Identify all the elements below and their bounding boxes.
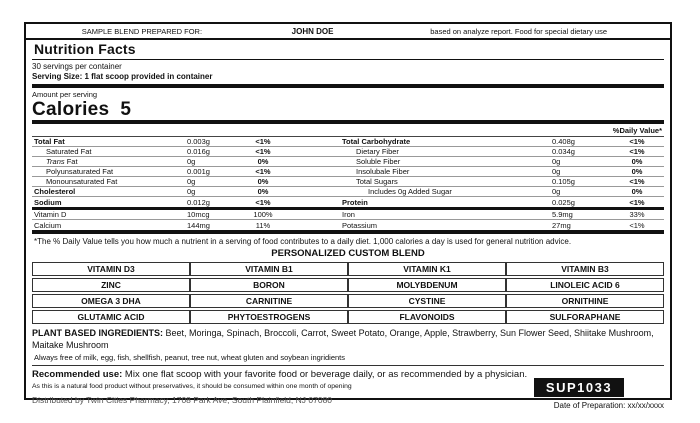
panel-title: Nutrition Facts <box>32 40 664 60</box>
bottom-right <box>494 380 664 410</box>
recommended-use-label: Recommended use: <box>32 369 123 380</box>
blend-row <box>32 310 664 324</box>
person-name: JOHN DOE <box>291 26 334 36</box>
nutrient-name: Includes 0g Added Sugar <box>368 187 452 196</box>
nutrient-pct: <1% <box>255 167 271 176</box>
blend-row <box>32 294 664 308</box>
nutrient-amount: 0.001g <box>187 167 210 176</box>
custom-blend-table <box>32 260 664 326</box>
blend-cell: PHYTOESTROGENS <box>190 310 348 324</box>
recommended-use-text: Mix one flat scoop with your favorite food or beverage daily, or as recommended by a physician. <box>122 369 528 380</box>
nutrient-pct: <1% <box>629 147 645 156</box>
blend-cell: BORON <box>190 278 348 292</box>
nutrient-amount: 0.025g <box>552 197 575 207</box>
nutrient-pct: 33% <box>629 210 645 219</box>
nutrition-label <box>24 22 672 410</box>
nutrient-amount: 0g <box>187 177 196 186</box>
nutrient-row <box>32 197 664 207</box>
nutrient-pct: 0% <box>257 157 269 166</box>
nutrient-pct: 0% <box>257 177 269 186</box>
nutrient-amount: 0.105g <box>552 177 575 186</box>
blend-cell: VITAMIN B1 <box>190 262 348 276</box>
nutrient-name: Saturated Fat <box>46 147 92 156</box>
blend-cell: VITAMIN K1 <box>348 262 506 276</box>
custom-blend-title: PERSONALIZED CUSTOM BLEND <box>271 248 425 259</box>
nutrient-amount: 0g <box>552 187 561 196</box>
calories-label: Calories <box>32 99 110 120</box>
prepared-for-strip <box>26 24 670 40</box>
blend-cell: OMEGA 3 DHA <box>32 294 190 308</box>
nutrient-name: Cholesterol <box>34 187 76 196</box>
nutrient-pct: <1% <box>629 137 645 146</box>
nutrient-name: Total Carbohydrate <box>342 137 411 146</box>
nutrient-row <box>32 177 664 187</box>
nutrient-pct: <1% <box>255 197 271 207</box>
nutrient-name: Dietary Fiber <box>356 147 399 156</box>
nutrient-row <box>32 157 664 167</box>
vitamin-row <box>32 210 664 220</box>
amount-per-serving-label: Amount per serving <box>32 90 98 99</box>
nutrient-name: Sodium <box>34 197 62 207</box>
nutrient-row <box>32 187 664 197</box>
nutrient-pct: 100% <box>253 210 273 219</box>
serving-size: Serving Size: 1 flat scoop provided in container <box>32 72 213 81</box>
blend-cell: MOLYBDENUM <box>348 278 506 292</box>
nutrient-amount: 5.9mg <box>552 210 573 219</box>
nutrient-pct: 0% <box>631 167 643 176</box>
nutrient-pct: <1% <box>255 147 271 156</box>
bottom-section <box>32 380 664 410</box>
blend-cell: CARNITINE <box>190 294 348 308</box>
nutrient-amount: 0.034g <box>552 147 575 156</box>
nutrient-row <box>32 167 664 177</box>
blend-cell: VITAMIN D3 <box>32 262 190 276</box>
nutrient-amount: 0.003g <box>187 137 210 146</box>
blend-cell: SULFORAPHANE <box>506 310 664 324</box>
nutrient-name: Polyunsaturated Fat <box>46 167 114 176</box>
calories-value: 5 <box>120 99 132 120</box>
nutrient-name: Soluble Fiber <box>356 157 401 166</box>
daily-value-header: %Daily Value* <box>32 124 664 137</box>
bottom-left <box>32 380 494 410</box>
blend-cell: LINOLEIC ACID 6 <box>506 278 664 292</box>
ingredients-paragraph <box>32 326 664 351</box>
preservative-note: As this is a natural food product without preservatives, it should be consumed within one month of opening <box>32 383 352 390</box>
ingredients-label: PLANT BASED INGREDIENTS: <box>32 328 164 338</box>
blend-cell: ZINC <box>32 278 190 292</box>
blend-cell: FLAVONOIDS <box>348 310 506 324</box>
blend-cell: CYSTINE <box>348 294 506 308</box>
nutrient-amount: 0g <box>552 167 561 176</box>
nutrient-name <box>32 157 187 166</box>
nutrient-name: Total Sugars <box>356 177 398 186</box>
nutrient-pct: 0% <box>257 187 269 196</box>
nutrient-amount: 0g <box>187 187 196 196</box>
nutrient-pct: <1% <box>629 177 645 186</box>
calories-line <box>32 99 664 120</box>
nutrient-name: Vitamin D <box>34 210 67 219</box>
nutrient-pct: 11% <box>255 220 271 230</box>
nutrient-name: Potassium <box>342 220 378 230</box>
blend-cell: GLUTAMIC ACID <box>32 310 190 324</box>
vitamin-row <box>32 220 664 230</box>
nutrient-pct: 0% <box>631 187 643 196</box>
nutrient-name-rest: Fat <box>64 157 78 166</box>
prepared-for-label: SAMPLE BLEND PREPARED FOR: <box>81 26 203 36</box>
nutrient-name: Calcium <box>34 220 62 230</box>
blend-cell: VITAMIN B3 <box>506 262 664 276</box>
nutrient-amount: 144mg <box>187 220 210 230</box>
preparation-date: Date of Preparation: xx/xx/xxxx <box>553 401 664 410</box>
nutrient-name: Monounsaturated Fat <box>46 177 118 186</box>
nutrient-name: Protein <box>342 197 368 207</box>
nutrient-name-italic: Trans <box>46 157 65 166</box>
nutrient-name: Insolubale Fiber <box>356 167 410 176</box>
product-code-badge: SUP1033 <box>534 378 624 397</box>
nutrient-pct: <1% <box>629 197 645 207</box>
distributor-line: Distributed by Twin Cities Pharmacy, 1708 Park Ave, South Plainfield, NJ 07080 <box>32 395 333 405</box>
servings-per-container: 30 servings per container <box>32 62 122 71</box>
allergen-note: Always free of milk, egg, fish, shellfish, peanut, tree nut, wheat gluten and soybean ingridients <box>32 351 664 366</box>
nutrient-pct: <1% <box>255 137 271 146</box>
blend-row <box>32 262 664 276</box>
nutrient-row <box>32 147 664 157</box>
blend-cell: ORNITHINE <box>506 294 664 308</box>
nutrient-pct: 0% <box>631 157 643 166</box>
ingredients-list: Beet, Moringa, Spinach, Broccoli, Carrot, Sweet Potato, Orange, Apple, Strawberry, Sun Flower Seed, Shiitake Mushroom, Maitake Mushroom <box>32 328 654 350</box>
nutrient-name: Iron <box>342 210 355 219</box>
nutrient-amount: 27mg <box>552 220 571 230</box>
nutrient-amount: 0.408g <box>552 137 575 146</box>
nutrient-pct: <1% <box>629 220 645 230</box>
report-note: based on analyze report. Food for special dietary use <box>430 26 608 36</box>
nutrient-amount: 0.012g <box>187 197 210 207</box>
nutrient-amount: 10mcg <box>187 210 210 219</box>
blend-row <box>32 278 664 292</box>
nutrient-amount: 0.016g <box>187 147 210 156</box>
nutrient-amount: 0g <box>552 157 561 166</box>
nutrient-amount: 0g <box>187 157 196 166</box>
daily-value-footnote: *The % Daily Value tells you how much a nutrient in a serving of food contributes to a daily diet. 1,000 calories a day is used for general nutrition advice. <box>34 237 572 246</box>
nutrient-row <box>32 137 664 147</box>
nutrient-name: Total Fat <box>34 137 65 146</box>
